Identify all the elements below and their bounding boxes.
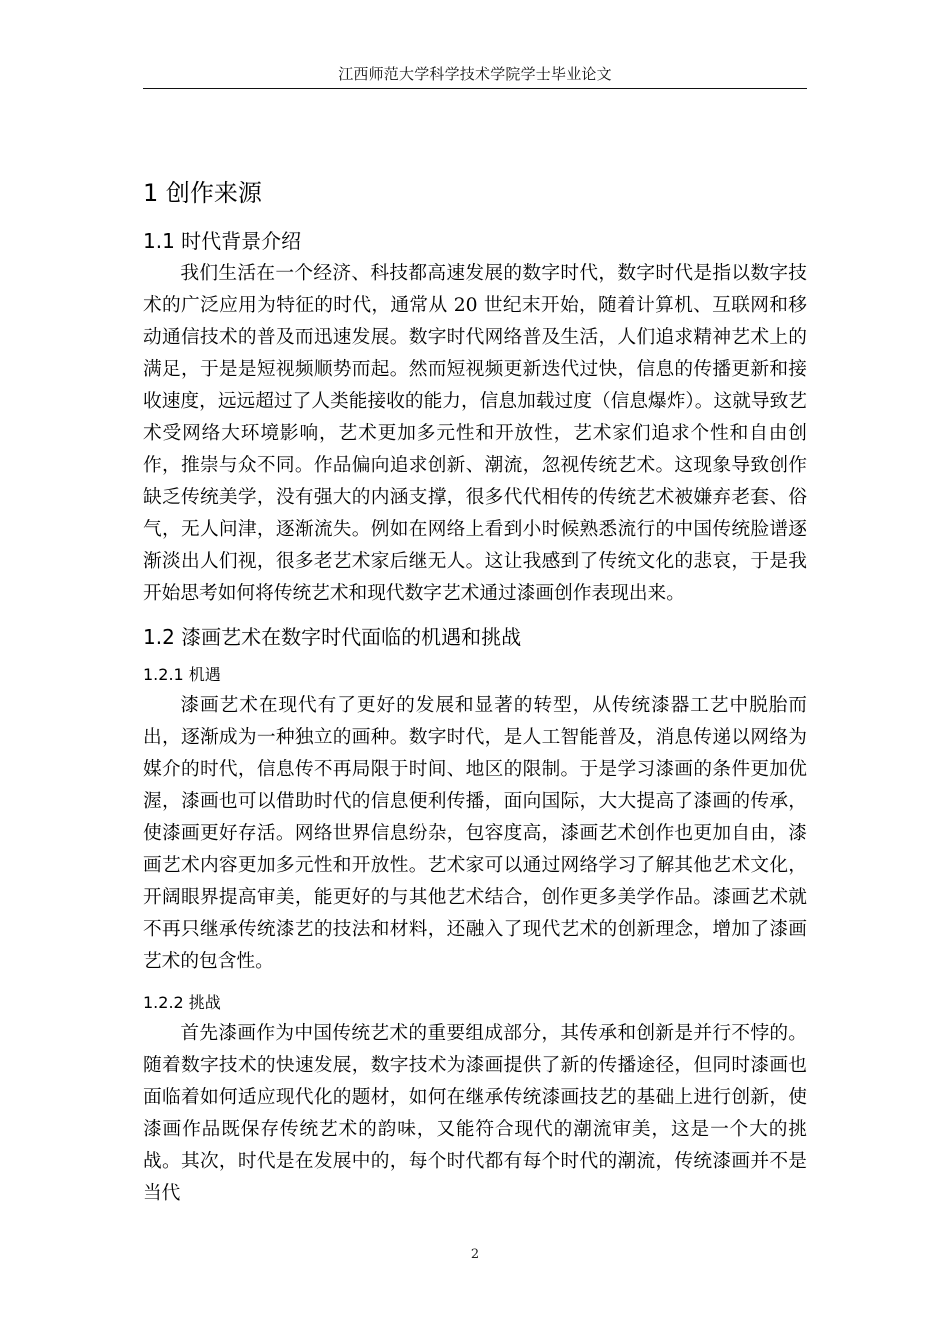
paragraph-1-2-2: 首先漆画作为中国传统艺术的重要组成部分，其传承和创新是并行不悖的。随着数字技术的快速发展，数字技术为漆画提供了新的传播途径，但同时漆画也面临着如何适应现代化的题材，如何在继承传统漆画技艺的基础上进行创新，使漆画作品既保存传统艺术的韵味，又能符合现代的潮流审美，这是一个大的挑战。其次，时代是在发展中的，每个时代都有每个时代的潮流，传统漆画并不是当代	[143, 1023, 807, 1204]
running-header: 江西师范大学科学技术学院学士毕业论文	[338, 65, 612, 83]
subsection-heading-1-2-2: 1.2.2 挑战	[143, 993, 221, 1012]
page-content	[143, 172, 807, 1210]
section-heading-1-2: 1.2 漆画艺术在数字时代面临的机遇和挑战	[143, 625, 522, 649]
subsection-heading-1-2-1: 1.2.1 机遇	[143, 665, 221, 684]
section-heading-1-1: 1.1 时代背景介绍	[143, 229, 302, 253]
chapter-heading: 1 创作来源	[143, 179, 262, 207]
paragraph-1-1: 我们生活在一个经济、科技都高速发展的数字时代，数字时代是指以数字技术的广泛应用为特征的时代，通常从 20 世纪末开始，随着计算机、互联网和移动通信技术的普及而迅速发展。数字时代网络普及生活，人们追求精神艺术上的满足，于是是短视频顺势而起。然而短视频更新迭代过快，信息的传播更新和接收速度，远远超过了人类能接收的能力，信息加载过度（信息爆炸）。这就导致艺术受网络大环境影响，艺术更加多元性和开放性，艺术家们追求个性和自由创作，推崇与众不同。作品偏向追求创新、潮流，忽视传统艺术。这现象导致创作缺乏传统美学，没有强大的内涵支撑，很多代代相传的传统艺术被嫌弃老套、俗气，无人问津，逐渐流失。例如在网络上看到小时候熟悉流行的中国传统脸谱逐渐淡出人们视，很多老艺术家后继无人。这让我感到了传统文化的悲哀，于是我开始思考如何将传统艺术和现代数字艺术通过漆画创作表现出来。	[143, 263, 807, 604]
header-divider	[143, 88, 807, 89]
paragraph-1-2-1: 漆画艺术在现代有了更好的发展和显著的转型，从传统漆器工艺中脱胎而出，逐渐成为一种独立的画种。数字时代，是人工智能普及，消息传递以网络为媒介的时代，信息传不再局限于时间、地区的限制。于是学习漆画的条件更加优渥，漆画也可以借助时代的信息便利传播，面向国际，大大提高了漆画的传承，使漆画更好存活。网络世界信息纷杂，包容度高，漆画艺术创作也更加自由，漆画艺术内容更加多元性和开放性。艺术家可以通过网络学习了解其他艺术文化，开阔眼界提高审美，能更好的与其他艺术结合，创作更多美学作品。漆画艺术就不再只继承传统漆艺的技法和材料，还融入了现代艺术的创新理念，增加了漆画艺术的包含性。	[143, 695, 807, 972]
page-number: 2	[470, 1247, 480, 1262]
